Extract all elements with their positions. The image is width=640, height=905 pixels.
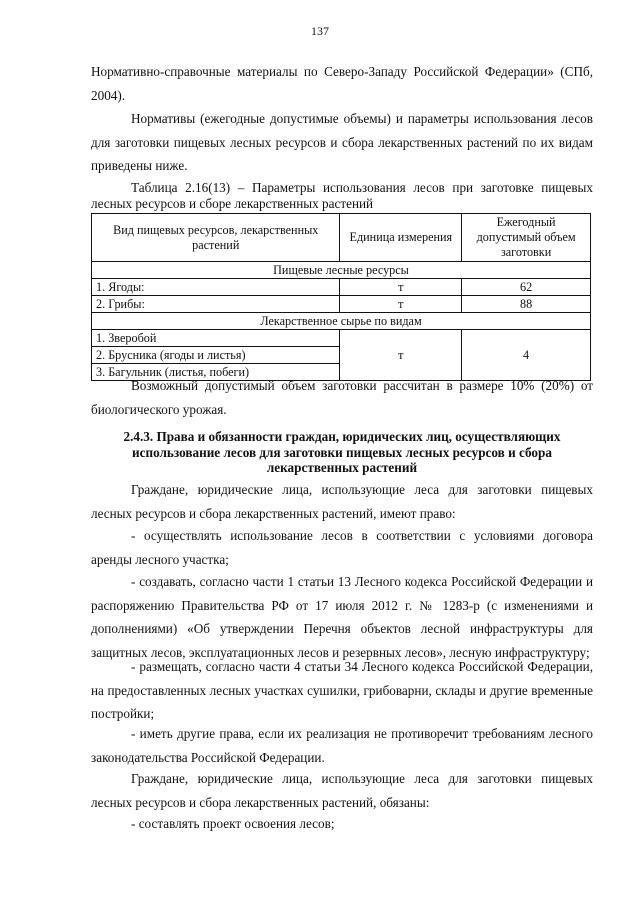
rights-item: - создавать, согласно части 1 статьи 13 Лесного кодекса Российской Федерации и распоряжению Правительства РФ от 17 июля 2012 г. № 1283-р (с изменениями и дополнениями) «Об утверждении Перечня объектов лесной инфраструктуры для защитных лесов, эксплуатационных лесов и резервных лесов», лесную инфраструктуру; (91, 574, 593, 660)
table-header-row (92, 214, 591, 262)
section-food-resources (92, 262, 591, 279)
row-value: 88 (462, 296, 591, 313)
row-unit: т (340, 279, 462, 296)
page-number: 137 (311, 24, 329, 38)
table-row (92, 279, 591, 296)
header-unit: Единица измерения (340, 214, 462, 262)
obligations-item: - составлять проект освоения лесов; (131, 816, 335, 831)
section-medicinal-raw (92, 313, 591, 330)
table-row (92, 296, 591, 313)
rights-item: - осуществлять использование лесов в соответствии с условиями договора аренды лесного участка; (91, 528, 593, 567)
header-annual-volume: Ежегодный допустимый объем заготовки (462, 214, 591, 262)
parameters-table (91, 213, 591, 381)
row-name: 1. Ягоды: (92, 279, 340, 296)
section-heading: 2.4.3. Права и обязанности граждан, юридических лиц, осуществляющих использование лесов для заготовки пищевых лесных ресурсов и сбора лекарственных растений (123, 429, 561, 475)
row-name: 2. Грибы: (92, 296, 340, 313)
rights-item: - размещать, согласно части 4 статьи 34 Лесного кодекса Российской Федерации, на предоставленных лесных участках сушилки, грибоварни, склады и другие временные постройки; (91, 659, 593, 721)
rights-intro: Граждане, юридические лица, использующие леса для заготовки пищевых лесных ресурсов и сбора лекарственных растений, имеют право: (91, 482, 593, 521)
row-name: 3. Багульник (листья, побеги) (92, 364, 340, 381)
obligations-intro: Граждане, юридические лица, использующие леса для заготовки пищевых лесных ресурсов и сбора лекарственных растений, обязаны: (91, 771, 593, 810)
section-title: Пищевые лесные ресурсы (92, 262, 591, 279)
row-value: 4 (462, 330, 591, 381)
row-unit: т (340, 296, 462, 313)
row-value: 62 (462, 279, 591, 296)
row-name: 1. Зверобой (92, 330, 340, 347)
table-row (92, 330, 591, 347)
section-title: Лекарственное сырье по видам (92, 313, 591, 330)
intro-line-1: Нормативно-справочные материалы по Северо-Западу Российской Федерации» (СПб, 2004). (91, 64, 593, 103)
table-caption: Таблица 2.16(13) – Параметры использования лесов при заготовке пищевых лесных ресурсов и сборе лекарственных растений (91, 180, 593, 211)
row-name: 2. Брусника (ягоды и листья) (92, 347, 340, 364)
header-resource-type: Вид пищевых ресурсов, лекарственных растений (92, 214, 340, 262)
row-unit: т (340, 330, 462, 381)
after-table-note: Возможный допустимый объем заготовки рассчитан в размере 10% (20%) от биологического урожая. (91, 378, 593, 417)
rights-item: - иметь другие права, если их реализация не противоречит требованиям лесного законодательства Российской Федерации. (91, 726, 593, 765)
intro-line-2: Нормативы (ежегодные допустимые объемы) и параметры использования лесов для заготовки пищевых лесных ресурсов и сбора лекарственных растений по их видам приведены ниже. (91, 111, 593, 173)
